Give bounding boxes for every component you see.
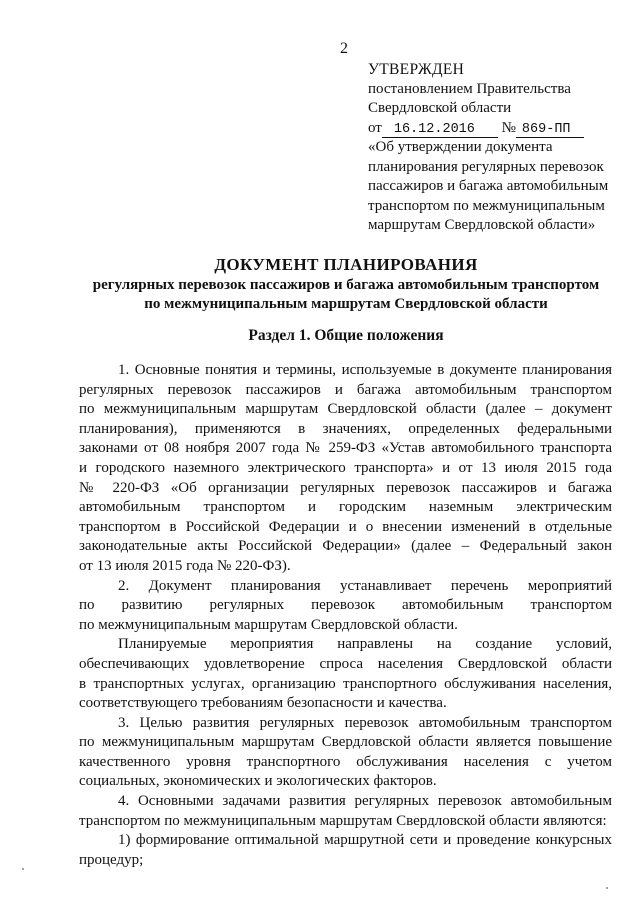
paragraph-first-line: Планируемые мероприятия направлены на создание условий, <box>118 636 612 653</box>
paragraph-line: законами от 08 ноября 2007 года № 259-ФЗ «Устав автомобильного транспорта <box>79 440 612 457</box>
document-subtitle-line: по межмуниципальным маршрутам Свердловской области <box>144 296 548 312</box>
approval-block <box>368 60 628 236</box>
approval-subject-line: планирования регулярных перевозок <box>368 158 604 175</box>
paragraph-line: от 13 июля 2015 года № 220-ФЗ). <box>79 557 291 574</box>
paragraph-line: в транспортных услугах, организацию транспортного обслуживания населения, <box>79 675 612 692</box>
paragraph-line: по межмуниципальным маршрутам Свердловской области (далее – документ <box>79 401 612 418</box>
approval-title: УТВЕРЖДЕН <box>368 61 465 78</box>
date-prefix: от <box>368 119 382 136</box>
paragraph-line: законодательные акты Российской Федерации» (далее – Федеральный закон <box>79 538 612 555</box>
document-title: ДОКУМЕНТ ПЛАНИРОВАНИЯ <box>214 255 478 274</box>
document-title-block <box>70 254 622 314</box>
paragraph-line: транспортом в Российской Федерации и о внесении изменений в отдельные <box>79 518 612 535</box>
scan-speck <box>606 887 608 889</box>
paragraph-line: качественного уровня транспортного обслуживания населения с учетом <box>79 753 612 770</box>
paragraph-line: по развитию регулярных перевозок автомобильным транспортом <box>79 597 612 614</box>
paragraph-line: планирования), применяются в значениях, определенных федеральными <box>79 420 612 437</box>
paragraph-first-line: 1. Основные понятия и термины, используемые в документе планирования <box>118 362 612 378</box>
paragraph-line: и городского наземного электрического транспорта» и от 13 июля 2015 года <box>79 459 612 476</box>
approval-line: Свердловской области <box>368 100 512 116</box>
approval-date-number <box>368 119 628 139</box>
paragraph-first-line: 2. Документ планирования устанавливает перечень мероприятий <box>118 577 612 594</box>
paragraph-first-line: 4. Основными задачами развития регулярных перевозок автомобильным <box>118 793 612 810</box>
approval-subject-line: маршрутам Свердловской области» <box>368 217 596 233</box>
page-number: 2 <box>340 40 348 57</box>
approval-subject-line: транспортом по межмуниципальным <box>368 197 605 214</box>
paragraph-line: по межмуниципальным маршрутам Свердловской области. <box>79 616 458 633</box>
paragraph-line: процедур; <box>79 851 144 868</box>
document-subtitle-line: регулярных перевозок пассажиров и багажа автомобильным транспортом <box>92 277 600 293</box>
section-heading: Раздел 1. Общие положения <box>248 327 444 344</box>
paragraph-line: регулярных перевозок пассажиров и багажа автомобильным транспортом <box>79 381 612 398</box>
section-body <box>79 361 612 870</box>
paragraph-first-line: 1) формирование оптимальной маршрутной сети и проведение конкурсных <box>118 832 612 849</box>
paragraph-line: транспортом по межмуниципальным маршрутам Свердловской области являются: <box>79 812 607 829</box>
paragraph-line: № 220-ФЗ «Об организации регулярных перевозок пассажиров и багажа <box>79 479 612 496</box>
paragraph-line: по межмуниципальным маршрутам Свердловской области является повышение <box>79 734 612 751</box>
number-value: 869-ПП <box>516 122 584 138</box>
paragraph-line: автомобильным транспортом и городским наземным электрическим <box>79 499 612 516</box>
date-value: 16.12.2016 <box>382 122 498 138</box>
approval-line: постановлением Правительства <box>368 80 571 97</box>
number-prefix: № <box>501 119 516 136</box>
paragraph-line: обеспечивающих удовлетворение спроса населения Свердловской области <box>79 655 612 672</box>
scan-speck <box>22 868 24 870</box>
paragraph-line: социальных, экономических и экологических факторов. <box>79 773 437 790</box>
approval-subject-line: «Об утверждении документа <box>368 139 553 155</box>
paragraph-first-line: 3. Целью развития регулярных перевозок автомобильным транспортом <box>118 714 612 731</box>
approval-subject-line: пассажиров и багажа автомобильным <box>368 178 609 194</box>
paragraph-line: соответствующего требованиям безопасности и качества. <box>79 695 447 712</box>
